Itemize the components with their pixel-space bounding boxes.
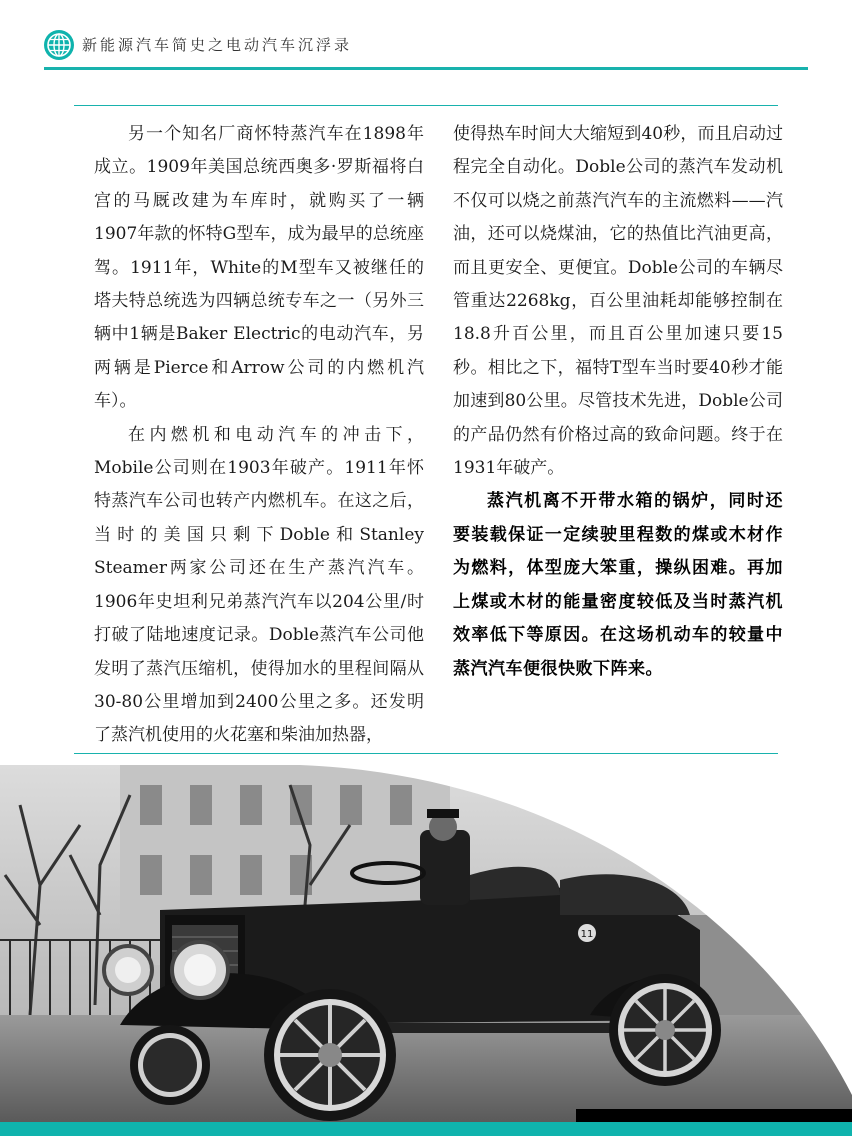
header-divider (44, 67, 808, 70)
right-text-column (453, 118, 783, 686)
page-header (0, 0, 852, 80)
footer-black-strip (576, 1109, 852, 1122)
left-paragraph-1: 另一个知名厂商怀特蒸汽车在1898年成立。1909年美国总统西奥多·罗斯福将白宫的马厩改建为车库时，就购买了一辆1907年款的怀特G型车，成为最早的总统座驾。1911年，White的M型车又被继任的塔夫特总统选为四辆总统专车之一（另外三辆中1辆是Baker Electric的电动汽车，另两辆是Pierce和Arrow公司的内燃机汽车）。 (94, 124, 424, 412)
content-bottom-divider (74, 753, 778, 754)
left-paragraph-2: 在内燃机和电动汽车的冲击下，Mobile公司则在1903年破产。1911年怀特蒸汽车公司也转产内燃机车。在这之后，当时的美国只剩下Doble和Stanley Steamer两家公司还在生产蒸汽汽车。1906年史坦利兄弟蒸汽汽车以204公里/时打破了陆地速度记录。Doble蒸汽车公司他发明了蒸汽压缩机，使得加水的里程间隔从30-80公里增加到2400公里之多。还发明了蒸汽机使用的火花塞和柴油加热器， (94, 424, 424, 746)
running-header-title: 新能源汽车简史之电动汽车沉浮录 (82, 36, 353, 54)
rear-wheel (609, 974, 721, 1086)
vintage-car-photo (0, 765, 852, 1122)
front-wheel (264, 989, 396, 1121)
globe-icon (44, 30, 74, 60)
footer-teal-bar (0, 1122, 852, 1136)
right-paragraph-bold-summary: 蒸汽机离不开带水箱的锅炉，同时还要装载保证一定续驶里程数的煤或木材作为燃料，体型庞大笨重，操纵困难。再加上煤或木材的能量密度较低及当时蒸汽机效率低下等原因。在这场机动车的较量中蒸汽汽车便很快败下阵来。 (453, 491, 783, 679)
right-paragraph-1: 使得热车时间大大缩短到40秒，而且启动过程完全自动化。Doble公司的蒸汽车发动机不仅可以烧之前蒸汽汽车的主流燃料——汽油，还可以烧煤油，它的热值比汽油更高，而且更安全、更便宜。Doble公司的车辆尽管重达2268kg，百公里油耗却能够控制在18.8升百公里，而且百公里加速只要15秒。相比之下，福特T型车当时要40秒才能加速到80公里。尽管技术先进，Doble公司的产品仍然有价格过高的致命问题。终于在1931年破产。 (453, 124, 783, 479)
content-top-divider (74, 105, 778, 106)
left-front-wheel (130, 1025, 210, 1105)
left-text-column (94, 118, 424, 753)
car-plate-number: 11 (580, 929, 594, 940)
